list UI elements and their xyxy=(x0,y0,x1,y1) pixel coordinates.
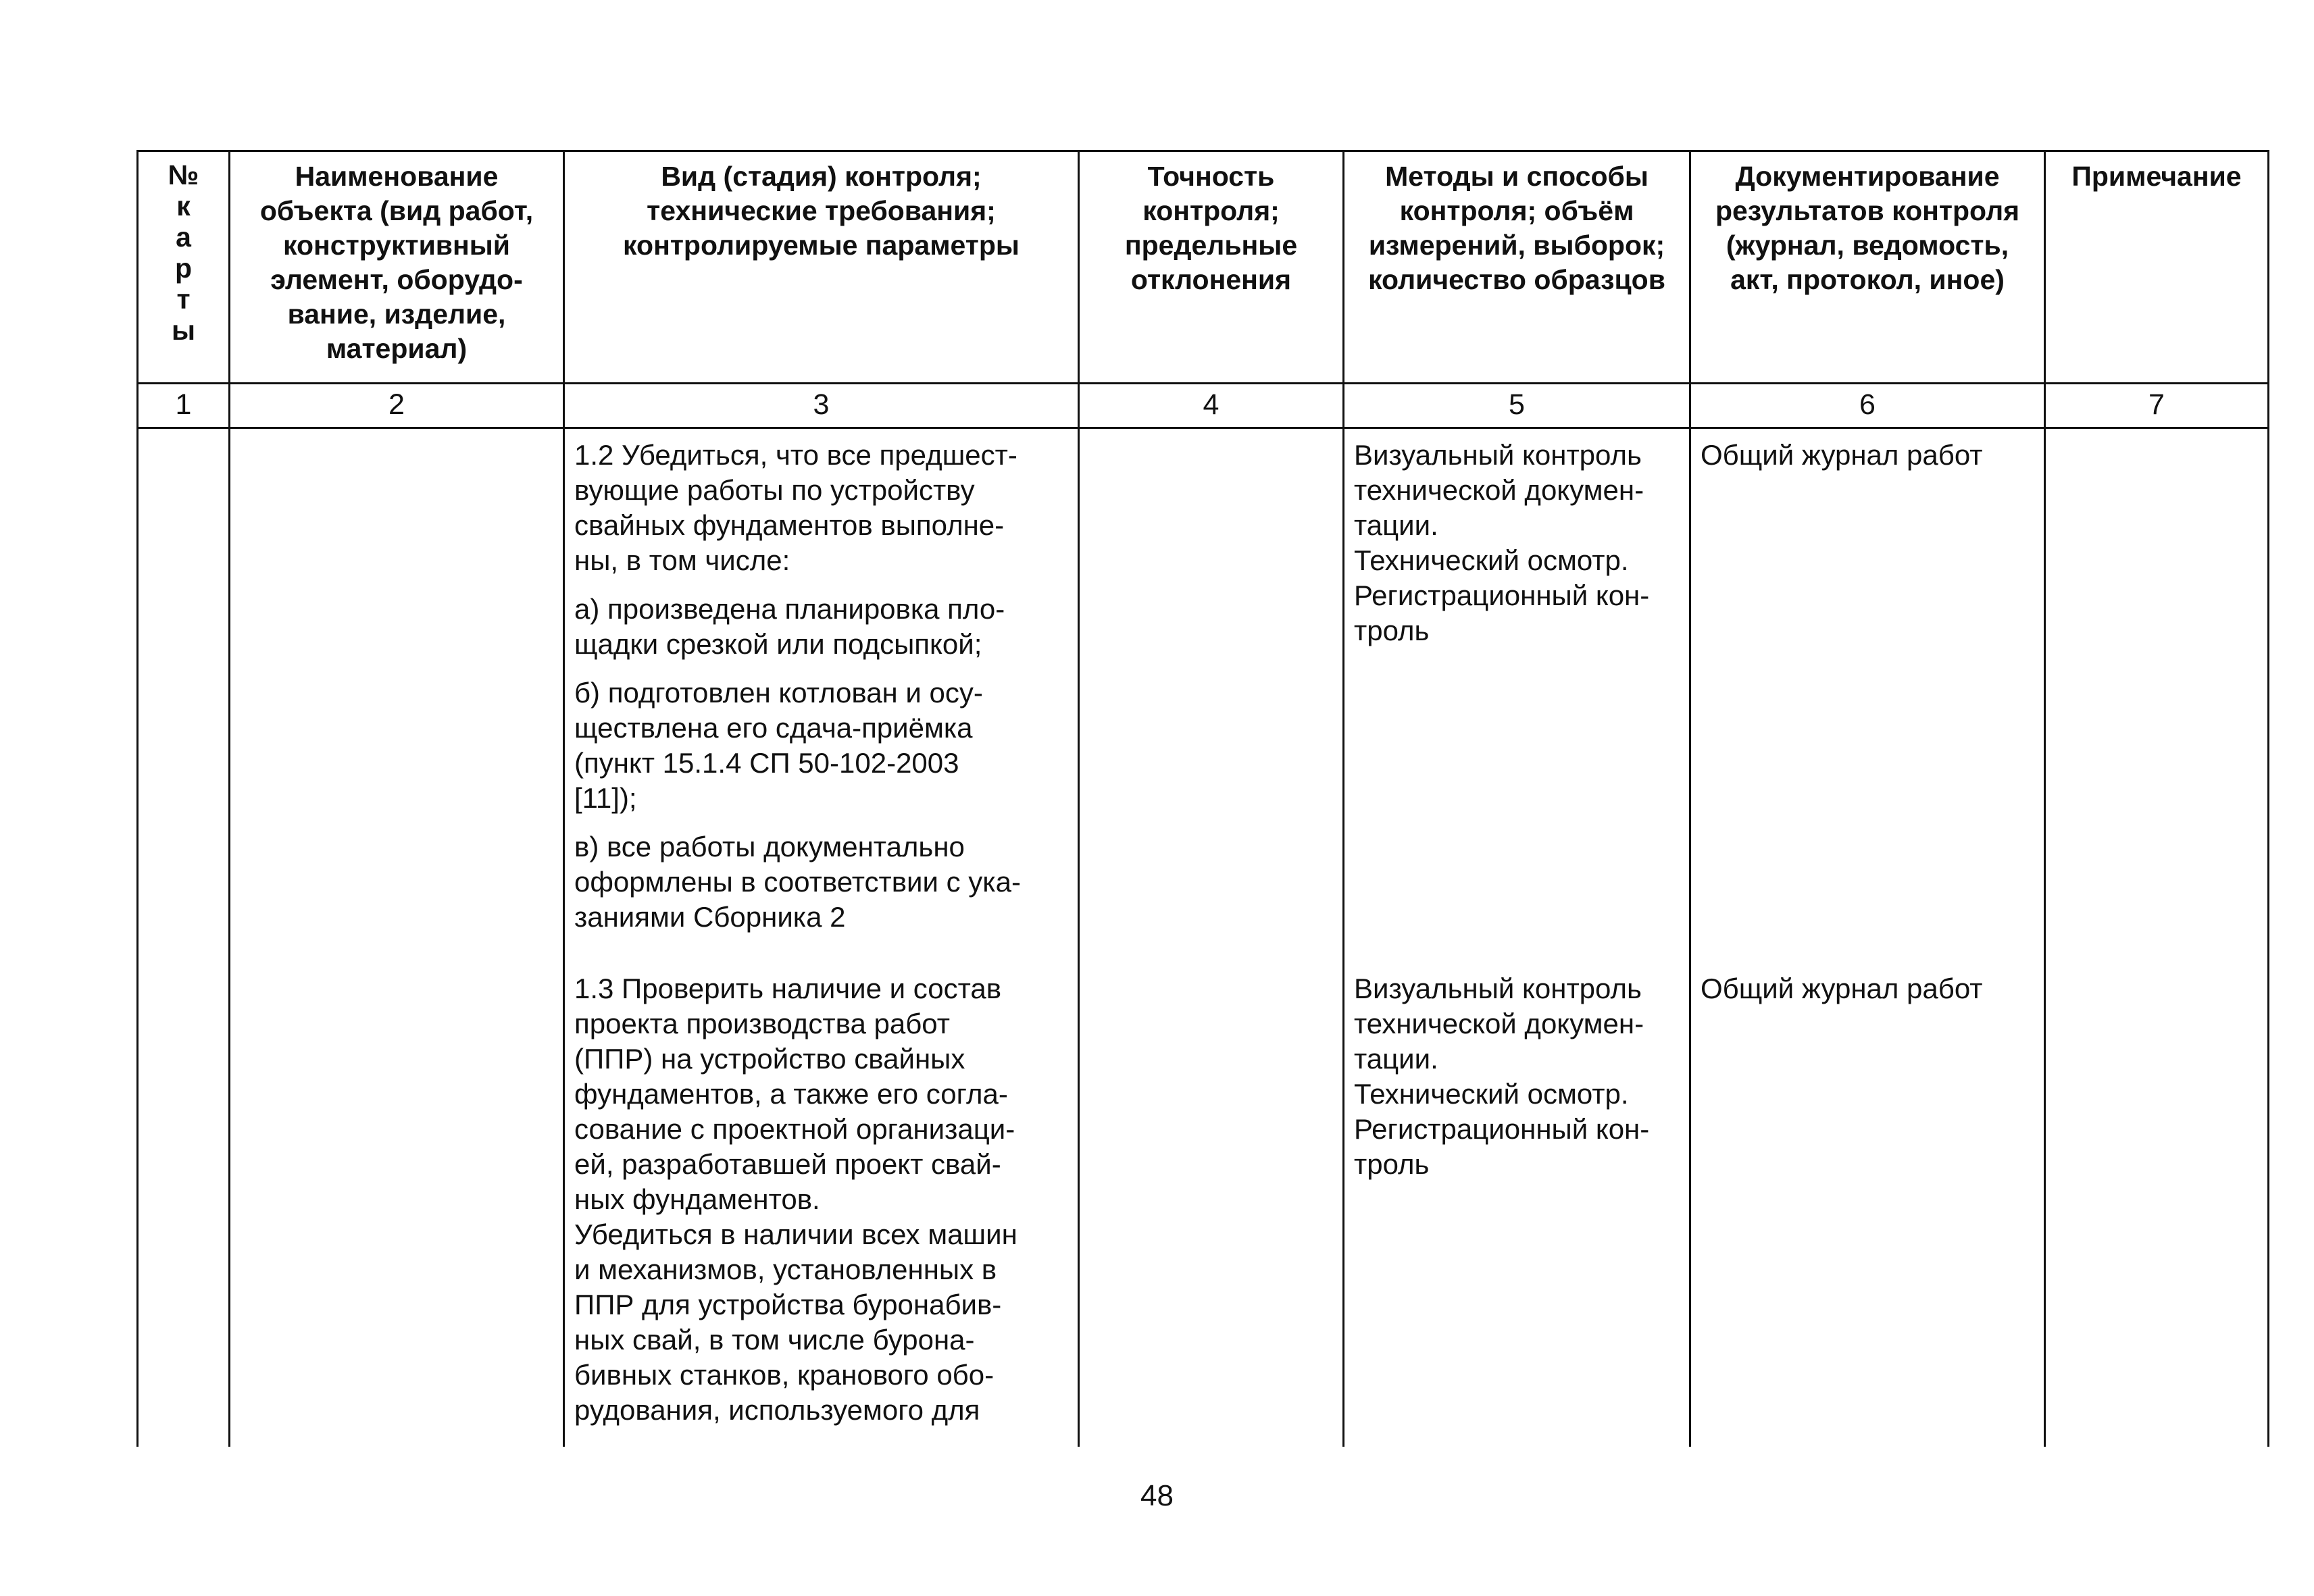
header-documentation: Документирование результатов контроля (журнал, ведомость, акт, протокол, иное) xyxy=(1715,161,2020,295)
header-object-name: Наименование объекта (вид работ, конструктивный элемент, оборудо- вание, изделие, материал) xyxy=(259,161,534,364)
table-top-border xyxy=(136,150,2269,152)
header-methods: Методы и способы контроля; объём измерений, выборок; количество образцов xyxy=(1368,161,1665,295)
table-row-1-2-requirements xyxy=(574,438,1076,948)
method-paragraph: Технический осмотр. xyxy=(1354,1078,1629,1110)
page-number: 48 xyxy=(1140,1479,1174,1512)
table-row-1-3-documentation: Общий журнал работ xyxy=(1701,973,1983,1004)
requirement-paragraph: 1.2 Убедиться, что все предшест- вующие работы по устройству свайных фундаментов выполне- ны, в том числе: xyxy=(574,439,1017,576)
header-accuracy: Точность контроля; предельные отклонения xyxy=(1124,161,1298,295)
requirement-paragraph: 1.3 Проверить наличие и состав проекта производства работ (ППР) на устройство свайных фундаментов, а также его согла- сование с проектной организаци- ей, разработавшей проект свай- ных фундаментов. xyxy=(574,973,1015,1215)
header-control-type: Вид (стадия) контроля; технические требования; контролируемые параметры xyxy=(623,161,1020,261)
col-border-2 xyxy=(563,150,565,1447)
method-paragraph: Технический осмотр. xyxy=(1354,544,1629,576)
numbers-row-bottom-border xyxy=(136,427,2269,429)
method-paragraph: Регистрационный кон- троль xyxy=(1354,1113,1650,1180)
column-number-6: 6 xyxy=(1859,388,1876,421)
table-row-1-3-methods xyxy=(1354,971,1688,1182)
table-row-1-3-requirements xyxy=(574,971,1076,1428)
column-number-1: 1 xyxy=(175,388,192,421)
table-row-1-2-documentation: Общий журнал работ xyxy=(1701,439,1983,471)
col-border-6 xyxy=(2044,150,2046,1447)
method-paragraph: Визуальный контроль технической докумен- тации. xyxy=(1354,439,1644,541)
header-notes: Примечание xyxy=(2071,161,2242,192)
column-number-3: 3 xyxy=(813,388,830,421)
column-number-5: 5 xyxy=(1509,388,1525,421)
col-border-5 xyxy=(1689,150,1691,1447)
column-number-7: 7 xyxy=(2148,388,2165,421)
requirement-paragraph: Убедиться в наличии всех машин и механизмов, установленных в ППР для устройства буронабив- ных свай, в том числе бурона- бивных станков, кранового обо- рудования, используемого для xyxy=(574,1218,1017,1426)
requirement-paragraph: а) произведена планировка пло- щадки срезкой или подсыпкой; xyxy=(574,593,1005,660)
col-border-4 xyxy=(1342,150,1344,1447)
column-number-2: 2 xyxy=(388,388,405,421)
requirement-paragraph: б) подготовлен котлован и осу- ществлена его сдача-приёмка (пункт 15.1.4 СП 50-102-2003 [11]); xyxy=(574,677,983,814)
method-paragraph: Регистрационный кон- троль xyxy=(1354,580,1650,646)
header-card-number: № к а р т ы xyxy=(168,159,199,346)
requirement-paragraph: в) все работы документально оформлены в соответствии с ука- заниями Сборника 2 xyxy=(574,831,1021,933)
table-row-1-2-methods xyxy=(1354,438,1688,648)
method-paragraph: Визуальный контроль технической докумен- тации. xyxy=(1354,973,1644,1075)
col-border-7 xyxy=(2267,150,2269,1447)
col-border-3 xyxy=(1078,150,1080,1447)
column-number-4: 4 xyxy=(1203,388,1219,421)
